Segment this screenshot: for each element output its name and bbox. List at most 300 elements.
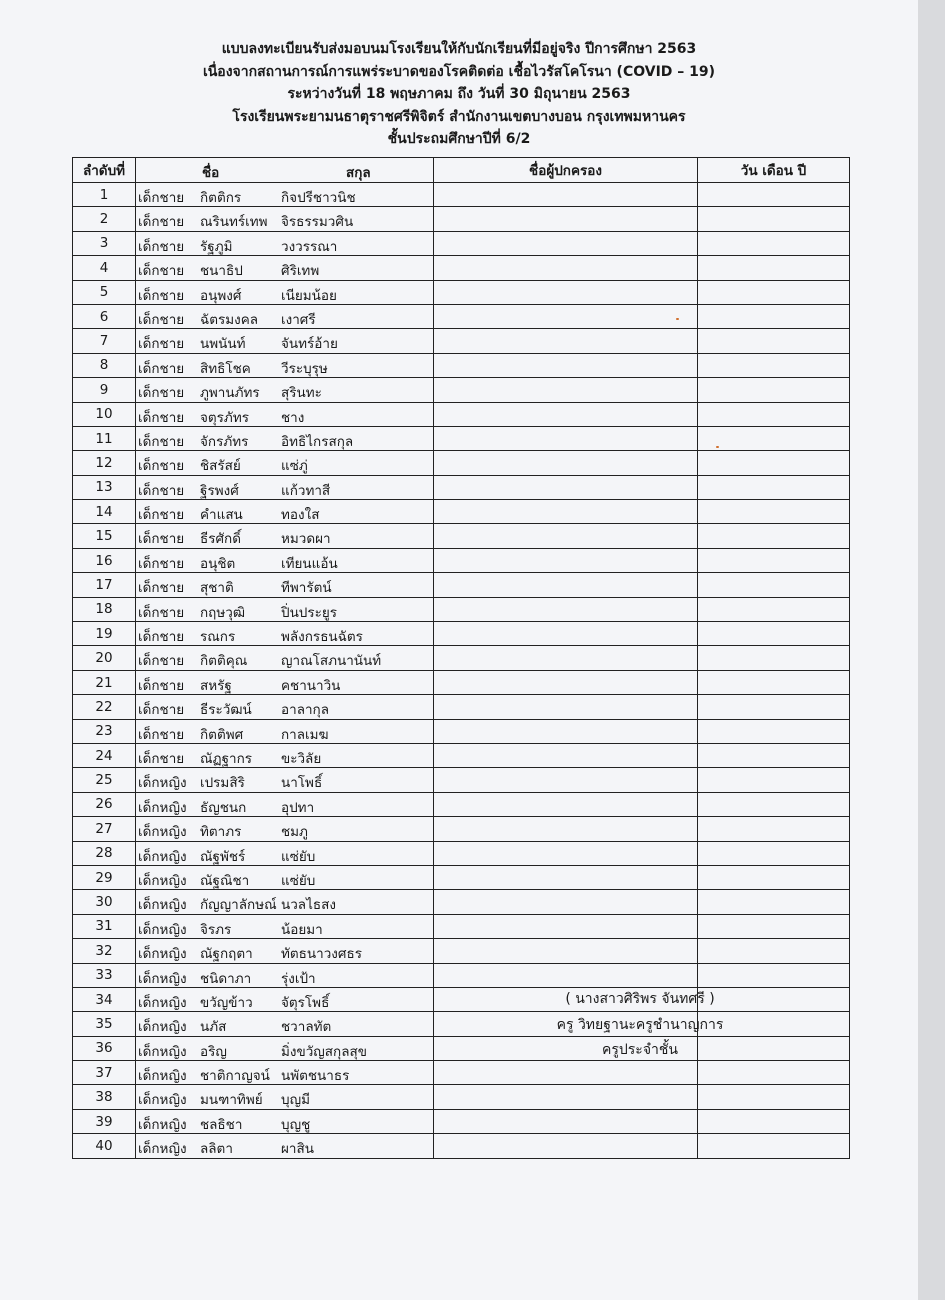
- date-cell: [698, 743, 850, 767]
- column-header-no: ลำดับที่: [73, 158, 136, 183]
- student-name-cell: [136, 695, 434, 719]
- student-first-name: อริญ: [200, 1043, 227, 1060]
- table-row: [73, 426, 850, 450]
- student-last-name: อิทธิไกรสกุล: [281, 433, 354, 450]
- parent-name-cell: [434, 695, 698, 719]
- student-name-cell: [136, 548, 434, 572]
- student-prefix: เด็กหญิง: [138, 1092, 187, 1109]
- table-row: [73, 573, 850, 597]
- student-prefix: เด็กชาย: [138, 604, 185, 621]
- row-number: 7: [73, 329, 136, 353]
- parent-name-cell: [434, 500, 698, 524]
- date-cell: [698, 426, 850, 450]
- parent-name-cell: [434, 646, 698, 670]
- column-header-date: วัน เดือน ปี: [698, 158, 850, 183]
- student-prefix: เด็กชาย: [138, 458, 185, 475]
- date-cell: [698, 670, 850, 694]
- student-prefix: เด็กหญิง: [138, 799, 187, 816]
- student-last-name: หมวดผา: [281, 531, 331, 548]
- student-prefix: เด็กชาย: [138, 580, 185, 597]
- row-number: 39: [73, 1109, 136, 1133]
- date-cell: [698, 890, 850, 914]
- student-name-cell: [136, 1036, 434, 1060]
- table-row: [73, 768, 850, 792]
- date-cell: [698, 768, 850, 792]
- parent-name-cell: [434, 1134, 698, 1158]
- student-first-name: ฉัตรมงคล: [200, 311, 259, 328]
- student-prefix: เด็กหญิง: [138, 848, 187, 865]
- student-name-cell: [136, 353, 434, 377]
- student-first-name: ธีรศักดิ์: [200, 531, 242, 548]
- student-last-name: ชาง: [281, 409, 305, 426]
- student-last-name: อุปทา: [281, 799, 315, 816]
- student-first-name: ณัฐกฤตา: [200, 946, 253, 963]
- student-prefix: เด็กชาย: [138, 750, 185, 767]
- student-name-cell: [136, 719, 434, 743]
- table-row: [73, 207, 850, 231]
- student-last-name: เงาศรี: [281, 311, 316, 328]
- parent-name-cell: [434, 524, 698, 548]
- row-number: 26: [73, 792, 136, 816]
- student-prefix: เด็กหญิง: [138, 970, 187, 987]
- form-title: แบบลงทะเบียนรับส่งมอบนมโรงเรียนให้กับนักเรียนที่มีอยู่จริง ปีการศึกษา 2563: [221, 41, 697, 57]
- student-name-cell: [136, 792, 434, 816]
- student-first-name: ภูพานภัทร: [200, 385, 260, 402]
- student-name-cell: [136, 1134, 434, 1158]
- student-prefix: เด็กหญิง: [138, 775, 187, 792]
- student-prefix: เด็กหญิง: [138, 1116, 187, 1133]
- document-header: [0, 38, 918, 151]
- student-last-name: จัตุรโพธิ์: [281, 994, 330, 1011]
- student-name-cell: [136, 524, 434, 548]
- student-name-cell: [136, 1012, 434, 1036]
- parent-name-cell: [434, 183, 698, 207]
- parent-name-cell: [434, 841, 698, 865]
- table-row: [73, 1134, 850, 1158]
- student-prefix: เด็กชาย: [138, 214, 185, 231]
- student-name-cell: [136, 183, 434, 207]
- student-last-name: ทัตธนาวงศธร: [281, 946, 362, 963]
- row-number: 9: [73, 378, 136, 402]
- table-row: [73, 353, 850, 377]
- student-last-name: ผาสิน: [281, 1141, 314, 1158]
- parent-name-cell: [434, 256, 698, 280]
- parent-name-cell: [434, 329, 698, 353]
- student-first-name: นภัส: [200, 1019, 227, 1036]
- table-row: [73, 792, 850, 816]
- student-name-cell: [136, 622, 434, 646]
- student-first-name: ชนิดาภา: [200, 970, 252, 987]
- student-prefix: เด็กหญิง: [138, 897, 187, 914]
- student-last-name: วงวรรณา: [281, 238, 338, 255]
- table-row: [73, 524, 850, 548]
- student-name-cell: [136, 280, 434, 304]
- column-header-last-name: สกุล: [346, 165, 371, 181]
- student-first-name: ณัฐณิชา: [200, 872, 250, 889]
- parent-name-cell: [434, 231, 698, 255]
- date-cell: [698, 256, 850, 280]
- table-row: [73, 890, 850, 914]
- student-prefix: เด็กชาย: [138, 507, 185, 524]
- table-header-row: [73, 158, 850, 183]
- date-cell: [698, 329, 850, 353]
- table-row: [73, 183, 850, 207]
- student-first-name: จตุรภัทร: [200, 409, 249, 426]
- student-prefix: เด็กชาย: [138, 433, 185, 450]
- student-name-cell: [136, 500, 434, 524]
- date-cell: [698, 865, 850, 889]
- student-first-name: เปรมสิริ: [200, 775, 245, 792]
- student-last-name: พลังกรธนฉัตร: [281, 629, 363, 646]
- student-last-name: แซ่ยับ: [281, 872, 316, 889]
- student-first-name: กฤษวุฒิ: [200, 604, 246, 621]
- row-number: 17: [73, 573, 136, 597]
- date-cell: [698, 622, 850, 646]
- student-prefix: เด็กชาย: [138, 531, 185, 548]
- table-row: [73, 548, 850, 572]
- student-last-name: เนียมน้อย: [281, 287, 337, 304]
- date-cell: [698, 207, 850, 231]
- student-first-name: ทิตาภร: [200, 824, 242, 841]
- row-number: 30: [73, 890, 136, 914]
- student-last-name: สุรินทะ: [281, 385, 322, 402]
- date-cell: [698, 597, 850, 621]
- row-number: 2: [73, 207, 136, 231]
- row-number: 10: [73, 402, 136, 426]
- student-last-name: ปิ่นประยูร: [281, 604, 338, 621]
- class-level: ชั้นประถมศึกษาปีที่ 6/2: [387, 131, 531, 147]
- student-last-name: รุ่งเป้า: [281, 970, 316, 987]
- row-number: 15: [73, 524, 136, 548]
- date-cell: [698, 963, 850, 987]
- student-last-name: บุญมี: [281, 1092, 310, 1109]
- row-number: 1: [73, 183, 136, 207]
- column-header-parent: ชื่อผู้ปกครอง: [434, 158, 698, 183]
- student-first-name: ขวัญข้าว: [200, 994, 253, 1011]
- date-cell: [698, 1109, 850, 1133]
- parent-name-cell: [434, 890, 698, 914]
- date-cell: [698, 914, 850, 938]
- signature-block: [540, 987, 740, 1064]
- row-number: 19: [73, 622, 136, 646]
- student-first-name: ธีระวัฒน์: [200, 702, 252, 719]
- table-row: [73, 500, 850, 524]
- student-first-name: นพนันท์: [200, 336, 246, 353]
- parent-name-cell: [434, 939, 698, 963]
- student-last-name: ทีพารัตน์: [281, 580, 332, 597]
- student-last-name: นพัตชนาธร: [281, 1068, 350, 1085]
- date-cell: [698, 573, 850, 597]
- student-name-cell: [136, 207, 434, 231]
- student-first-name: ณัฏฐากร: [200, 750, 253, 767]
- date-cell: [698, 378, 850, 402]
- table-row: [73, 329, 850, 353]
- student-prefix: เด็กหญิง: [138, 1068, 187, 1085]
- table-row: [73, 743, 850, 767]
- table-row: [73, 719, 850, 743]
- student-first-name: ชิสรัสย์: [200, 458, 241, 475]
- student-last-name: อาลากุล: [281, 702, 329, 719]
- student-first-name: คำแสน: [200, 507, 243, 524]
- student-last-name: ศิริเทพ: [281, 263, 320, 280]
- student-last-name: นาโพธิ์: [281, 775, 323, 792]
- table-row: [73, 695, 850, 719]
- student-last-name: ชวาลทัต: [281, 1019, 332, 1036]
- student-prefix: เด็กชาย: [138, 238, 185, 255]
- row-number: 12: [73, 451, 136, 475]
- student-name-cell: [136, 1109, 434, 1133]
- row-number: 27: [73, 817, 136, 841]
- student-name-cell: [136, 1085, 434, 1109]
- paper-speck: [716, 446, 719, 448]
- date-cell: [698, 792, 850, 816]
- row-number: 3: [73, 231, 136, 255]
- student-last-name: เทียนแอ้น: [281, 555, 338, 572]
- row-number: 31: [73, 914, 136, 938]
- student-prefix: เด็กชาย: [138, 336, 185, 353]
- date-cell: [698, 451, 850, 475]
- parent-name-cell: [434, 622, 698, 646]
- table-row: [73, 1061, 850, 1085]
- student-prefix: เด็กชาย: [138, 409, 185, 426]
- student-prefix: เด็กหญิง: [138, 921, 187, 938]
- student-first-name: ณัฐพัชร์: [200, 848, 246, 865]
- student-prefix: เด็กชาย: [138, 287, 185, 304]
- table-row: [73, 451, 850, 475]
- student-name-cell: [136, 768, 434, 792]
- row-number: 33: [73, 963, 136, 987]
- student-first-name: รัฐภูมิ: [200, 238, 233, 255]
- row-number: 24: [73, 743, 136, 767]
- parent-name-cell: [434, 402, 698, 426]
- date-cell: [698, 1134, 850, 1158]
- date-cell: [698, 841, 850, 865]
- parent-name-cell: [434, 1061, 698, 1085]
- student-name-cell: [136, 890, 434, 914]
- row-number: 23: [73, 719, 136, 743]
- row-number: 25: [73, 768, 136, 792]
- student-prefix: เด็กชาย: [138, 385, 185, 402]
- student-first-name: กัญญาลักษณ์: [200, 897, 277, 914]
- parent-name-cell: [434, 670, 698, 694]
- student-first-name: อนุชิต: [200, 555, 236, 572]
- school-name: โรงเรียนพระยามนธาตุราชศรีพิจิตร์ สำนักงานเขตบางบอน กรุงเทพมหานคร: [232, 108, 686, 125]
- student-last-name: น้อยมา: [281, 921, 323, 938]
- table-row: [73, 475, 850, 499]
- student-first-name: จักรภัทร: [200, 433, 249, 450]
- row-number: 34: [73, 987, 136, 1011]
- student-prefix: เด็กหญิง: [138, 1019, 187, 1036]
- student-name-cell: [136, 817, 434, 841]
- student-first-name: ธัญชนก: [200, 799, 247, 816]
- student-first-name: กิตติคุณ: [200, 653, 248, 670]
- date-cell: [698, 646, 850, 670]
- row-number: 38: [73, 1085, 136, 1109]
- date-cell: [698, 475, 850, 499]
- signer-role: ครูประจำชั้น: [602, 1042, 678, 1058]
- table-row: [73, 670, 850, 694]
- table-row: [73, 865, 850, 889]
- student-last-name: ชมภู: [281, 824, 308, 841]
- date-cell: [698, 500, 850, 524]
- table-row: [73, 597, 850, 621]
- student-name-cell: [136, 304, 434, 328]
- student-first-name: ฐิรพงศ์: [200, 482, 239, 499]
- date-cell: [698, 817, 850, 841]
- parent-name-cell: [434, 768, 698, 792]
- row-number: 29: [73, 865, 136, 889]
- parent-name-cell: [434, 743, 698, 767]
- student-name-cell: [136, 597, 434, 621]
- student-prefix: เด็กหญิง: [138, 994, 187, 1011]
- row-number: 20: [73, 646, 136, 670]
- parent-name-cell: [434, 1109, 698, 1133]
- row-number: 35: [73, 1012, 136, 1036]
- student-first-name: สหรัฐ: [200, 677, 232, 694]
- parent-name-cell: [434, 426, 698, 450]
- student-first-name: ชนาธิป: [200, 263, 243, 280]
- row-number: 14: [73, 500, 136, 524]
- paper-speck: [676, 318, 679, 320]
- signer-position: ครู วิทยฐานะครูชำนาญการ: [556, 1016, 724, 1033]
- date-cell: [698, 280, 850, 304]
- date-cell: [698, 1061, 850, 1085]
- student-first-name: สิทธิโชค: [200, 360, 251, 377]
- student-first-name: รณกร: [200, 629, 236, 646]
- row-number: 18: [73, 597, 136, 621]
- student-last-name: ขะวิลัย: [281, 750, 322, 767]
- student-last-name: คชานาวิน: [281, 677, 341, 694]
- student-last-name: ทองใส: [281, 507, 320, 524]
- student-last-name: วีระบุรุษ: [281, 360, 328, 377]
- student-name-cell: [136, 475, 434, 499]
- student-first-name: กิตติพศ: [200, 726, 244, 743]
- student-first-name: อนุพงศ์: [200, 287, 242, 304]
- form-date-range: ระหว่างวันที่ 18 พฤษภาคม ถึง วันที่ 30 มิถุนายน 2563: [287, 86, 631, 102]
- row-number: 37: [73, 1061, 136, 1085]
- date-cell: [698, 524, 850, 548]
- row-number: 28: [73, 841, 136, 865]
- table-row: [73, 963, 850, 987]
- date-cell: [698, 183, 850, 207]
- parent-name-cell: [434, 817, 698, 841]
- student-first-name: ลลิตา: [200, 1141, 233, 1158]
- student-first-name: ชาติกาญจน์: [200, 1068, 270, 1085]
- date-cell: [698, 231, 850, 255]
- table-row: [73, 817, 850, 841]
- student-last-name: แซ่ยับ: [281, 848, 316, 865]
- row-number: 13: [73, 475, 136, 499]
- student-name-cell: [136, 573, 434, 597]
- student-prefix: เด็กชาย: [138, 190, 185, 206]
- parent-name-cell: [434, 865, 698, 889]
- parent-name-cell: [434, 1085, 698, 1109]
- table-row: [73, 622, 850, 646]
- student-name-cell: [136, 378, 434, 402]
- student-last-name: จันทร์อ้าย: [281, 336, 338, 353]
- form-subtitle-covid: เนื่องจากสถานการณ์การแพร่ระบาดของโรคติดต่อ เชื้อไวรัสโคโรนา (COVID – 19): [202, 63, 716, 80]
- student-last-name: แซ่ภู่: [281, 458, 308, 475]
- parent-name-cell: [434, 719, 698, 743]
- student-first-name: จิรภร: [200, 921, 232, 938]
- row-number: 4: [73, 256, 136, 280]
- table-row: [73, 1085, 850, 1109]
- student-name-cell: [136, 914, 434, 938]
- signer-name: ( นางสาวศิริพร จันทศรี ): [565, 991, 715, 1007]
- student-name-cell: [136, 963, 434, 987]
- student-first-name: มนฑาทิพย์: [200, 1092, 263, 1109]
- student-name-cell: [136, 426, 434, 450]
- student-last-name: มิ่งขวัญสกุลสุข: [281, 1043, 367, 1060]
- student-prefix: เด็กหญิง: [138, 824, 187, 841]
- table-row: [73, 280, 850, 304]
- date-cell: [698, 304, 850, 328]
- parent-name-cell: [434, 963, 698, 987]
- student-name-cell: [136, 841, 434, 865]
- row-number: 21: [73, 670, 136, 694]
- student-last-name: บุญชู: [281, 1116, 311, 1133]
- student-name-cell: [136, 865, 434, 889]
- student-name-cell: [136, 231, 434, 255]
- date-cell: [698, 719, 850, 743]
- student-first-name: ชลธิชา: [200, 1116, 243, 1133]
- student-name-cell: [136, 743, 434, 767]
- student-prefix: เด็กชาย: [138, 482, 185, 499]
- parent-name-cell: [434, 353, 698, 377]
- date-cell: [698, 353, 850, 377]
- column-header-first-name: ชื่อ: [202, 165, 220, 181]
- student-last-name: ญาณโสภนานันท์: [281, 653, 382, 670]
- student-last-name: นวลไธสง: [281, 897, 336, 914]
- table-row: [73, 914, 850, 938]
- parent-name-cell: [434, 475, 698, 499]
- student-prefix: เด็กชาย: [138, 726, 185, 743]
- student-prefix: เด็กชาย: [138, 263, 185, 280]
- student-last-name: กิจปรีชาวนิช: [281, 190, 356, 206]
- table-row: [73, 646, 850, 670]
- row-number: 16: [73, 548, 136, 572]
- student-prefix: เด็กหญิง: [138, 1141, 187, 1158]
- student-prefix: เด็กหญิง: [138, 946, 187, 963]
- student-name-cell: [136, 646, 434, 670]
- table-row: [73, 256, 850, 280]
- row-number: 22: [73, 695, 136, 719]
- column-header-name: [136, 158, 434, 183]
- student-last-name: จิรธรรมวศิน: [281, 214, 354, 231]
- student-name-cell: [136, 939, 434, 963]
- date-cell: [698, 695, 850, 719]
- table-row: [73, 1109, 850, 1133]
- student-first-name: ณรินทร์เทพ: [200, 214, 268, 231]
- student-prefix: เด็กชาย: [138, 311, 185, 328]
- table-row: [73, 304, 850, 328]
- student-first-name: สุชาติ: [200, 580, 234, 597]
- parent-name-cell: [434, 597, 698, 621]
- student-name-cell: [136, 1061, 434, 1085]
- parent-name-cell: [434, 451, 698, 475]
- student-last-name: แก้วทาสี: [281, 482, 331, 499]
- student-prefix: เด็กชาย: [138, 702, 185, 719]
- table-row: [73, 841, 850, 865]
- student-name-cell: [136, 256, 434, 280]
- row-number: 11: [73, 426, 136, 450]
- student-last-name: กาลเมฆ: [281, 726, 329, 743]
- student-prefix: เด็กชาย: [138, 653, 185, 670]
- parent-name-cell: [434, 573, 698, 597]
- student-name-cell: [136, 451, 434, 475]
- parent-name-cell: [434, 914, 698, 938]
- student-prefix: เด็กชาย: [138, 677, 185, 694]
